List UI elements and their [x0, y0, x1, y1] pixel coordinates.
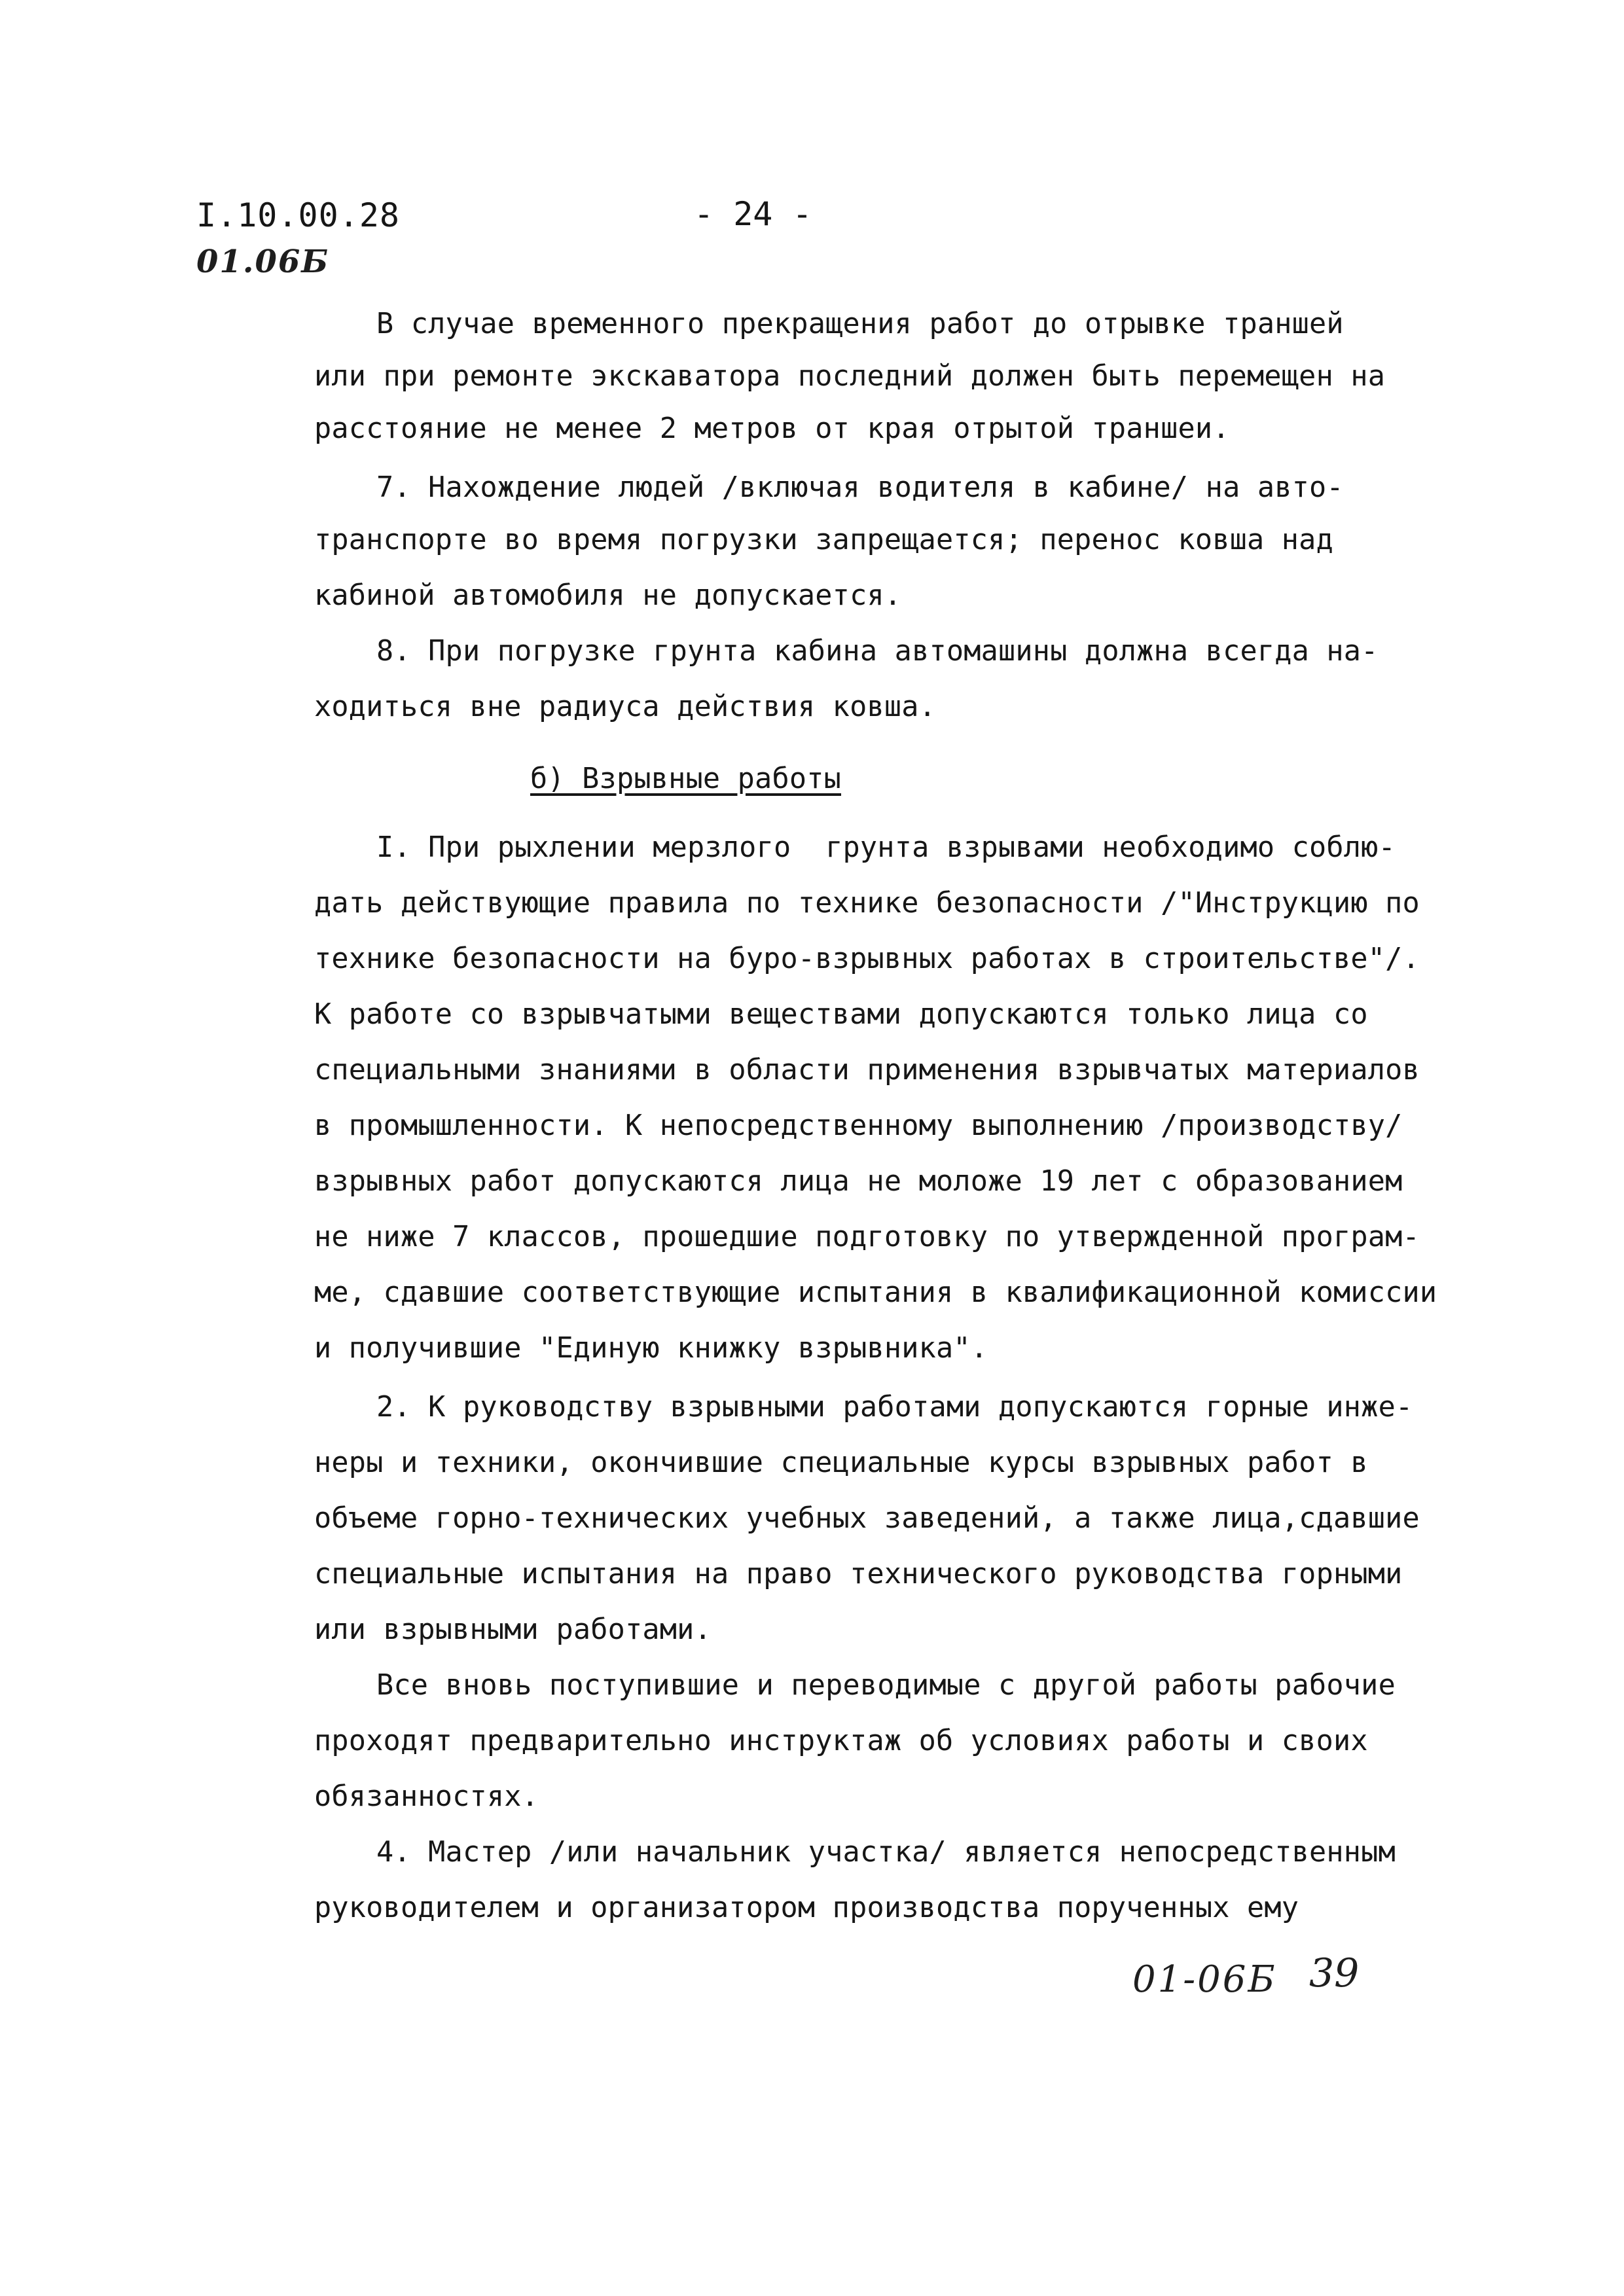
body-line: или взрывными работами.: [314, 1613, 712, 1646]
body-line: ме, сдавшие соответствующие испытания в квалификационной комиссии: [314, 1276, 1437, 1309]
body-line: 8. При погрузке грунта кабина автомашины должна всегда на-: [376, 635, 1379, 668]
body-line: расстояние не менее 2 метров от края отрытой траншеи.: [314, 412, 1230, 445]
body-line: и получившие "Единую книжку взрывника".: [314, 1332, 988, 1365]
body-line: неры и техники, окончившие специальные курсы взрывных работ в: [314, 1446, 1368, 1479]
body-line: 4. Мастер /или начальник участка/ является непосредственным: [376, 1836, 1396, 1869]
body-line: ходиться вне радиуса действия ковша.: [314, 691, 937, 723]
body-line: руководителем и организатором производства порученных ему: [314, 1892, 1299, 1924]
body-line: Все вновь поступившие и переводимые с другой работы рабочие: [376, 1669, 1396, 1702]
body-line: I. При рыхлении мерзлого грунта взрывами необходимо соблю-: [376, 831, 1396, 864]
body-line: проходят предварительно инструктаж об условиях работы и своих: [314, 1725, 1368, 1757]
document-code: I.10.00.28: [196, 196, 401, 234]
body-line: кабиной автомобиля не допускается.: [314, 579, 902, 612]
body-line: К работе со взрывчатыми веществами допускаются только лица со: [314, 998, 1368, 1031]
handwritten-page-number: 39: [1309, 1950, 1360, 1996]
body-line: обязанностях.: [314, 1780, 539, 1813]
body-line: транспорте во время погрузки запрещается; перенос ковша над: [314, 524, 1333, 556]
section-heading: б) Взрывные работы: [530, 762, 842, 795]
handwritten-document-code: 01.06Б: [196, 243, 330, 280]
body-line: 7. Нахождение людей /включая водителя в кабине/ на авто-: [376, 471, 1344, 504]
body-line: или при ремонте экскаватора последний должен быть перемещен на: [314, 360, 1386, 393]
body-line: специальными знаниями в области применения взрывчатых материалов: [314, 1054, 1420, 1086]
body-line: дать действующие правила по технике безопасности /"Инструкцию по: [314, 887, 1420, 920]
handwritten-footer-code: 01-06Б: [1132, 1958, 1277, 2001]
body-line: не ниже 7 классов, прошедшие подготовку по утвержденной програм-: [314, 1221, 1420, 1253]
body-line: в промышленности. К непосредственному выполнению /производству/: [314, 1109, 1403, 1142]
body-line: В случае временного прекращения работ до отрывке траншей: [376, 308, 1344, 340]
body-line: объеме горно-технических учебных заведений, а также лица,сдавшие: [314, 1502, 1420, 1535]
body-line: взрывных работ допускаются лица не моложе 19 лет с образованием: [314, 1165, 1403, 1198]
body-line: специальные испытания на право технического руководства горными: [314, 1558, 1403, 1590]
body-line: 2. К руководству взрывными работами допускаются горные инже-: [376, 1391, 1413, 1424]
body-line: технике безопасности на буро-взрывных работах в строительстве"/.: [314, 942, 1420, 975]
page-number: - 24 -: [694, 195, 812, 233]
